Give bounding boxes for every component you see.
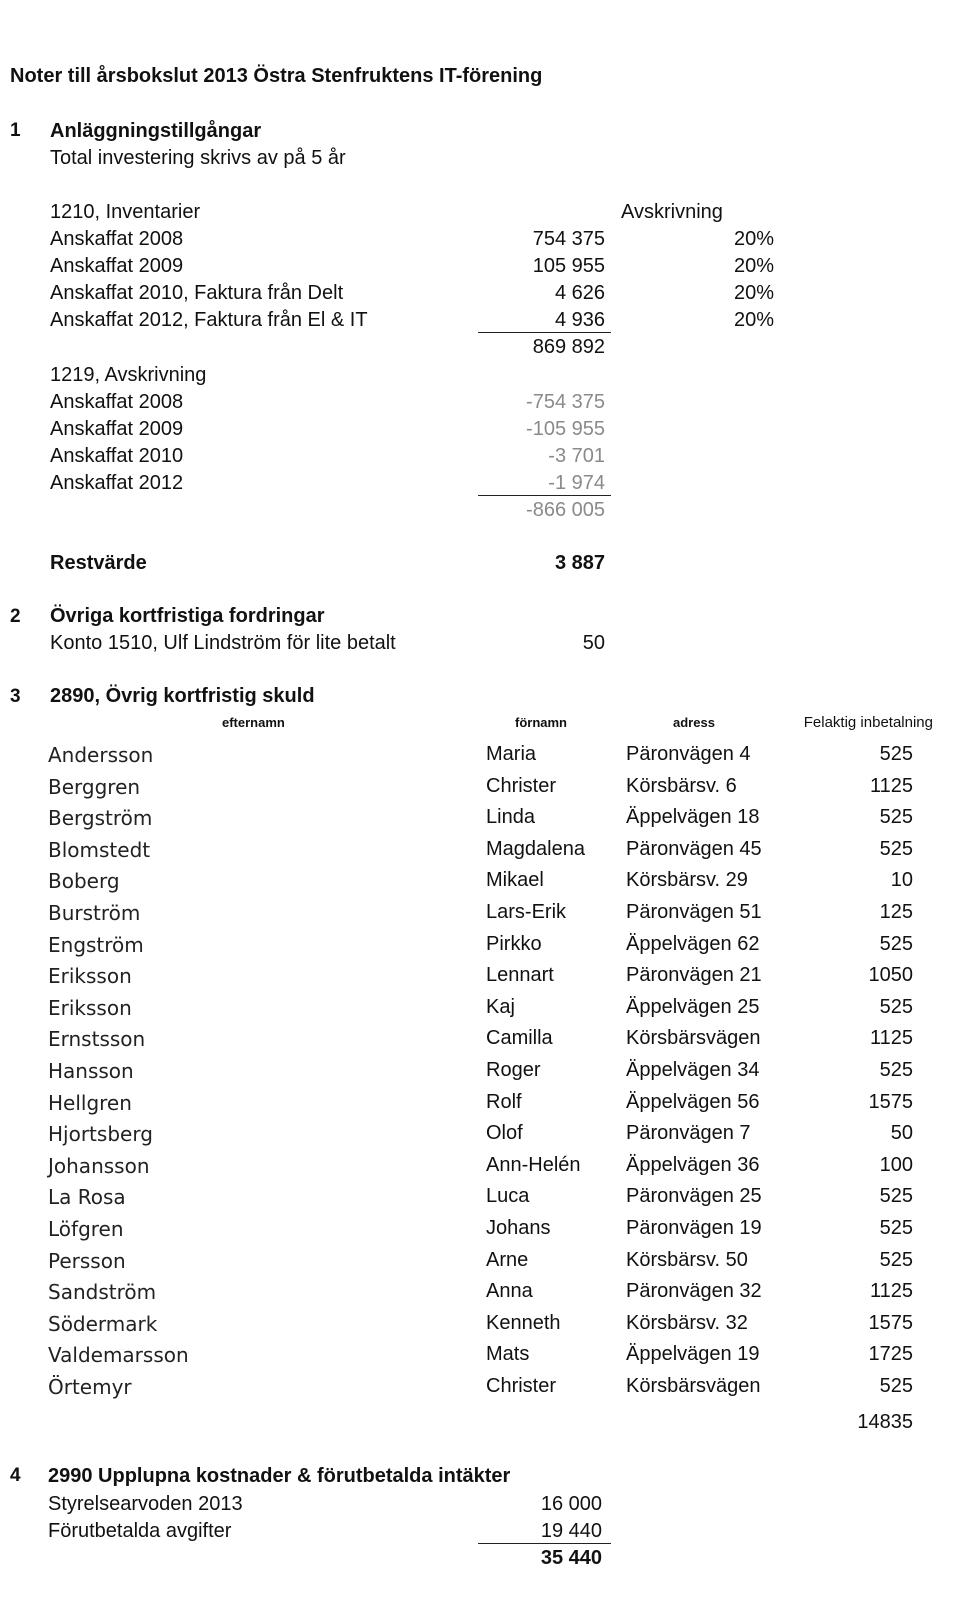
lastname-cell: Löfgren: [48, 1217, 124, 1241]
table-row: [0, 743, 960, 775]
receivable-line-label: Konto 1510, Ulf Lindström för lite betalt: [50, 632, 396, 654]
note-2-number: 2: [10, 606, 21, 627]
table-row: [0, 1375, 960, 1407]
table-row: [0, 1122, 960, 1154]
depreciation-row-amount: -754 375: [526, 391, 605, 413]
depreciation-row-amount: -1 974: [548, 472, 605, 494]
lastname-cell: Eriksson: [48, 995, 132, 1020]
lastname-cell: Eriksson: [48, 964, 132, 989]
lastname-cell: Berggren: [48, 774, 141, 799]
column-header-address: adress: [673, 715, 715, 730]
firstname-cell: Kenneth: [486, 1311, 561, 1334]
note-3-heading: 2890, Övrig kortfristig skuld: [50, 685, 315, 707]
document-title: Noter till årsbokslut 2013 Östra Stenfruktens IT-förening: [10, 65, 543, 87]
amount-cell: 1050: [868, 964, 913, 987]
depreciation-column-header: Avskrivning: [621, 201, 723, 223]
address-cell: Päronvägen 7: [626, 1122, 751, 1145]
table-row: [0, 996, 960, 1028]
firstname-cell: Camilla: [486, 1027, 553, 1050]
amount-cell: 525: [879, 995, 913, 1018]
address-cell: Äppelvägen 19: [626, 1343, 760, 1366]
lastname-cell: Bergström: [48, 806, 153, 831]
inventory-row-rate: 20%: [733, 228, 774, 250]
firstname-cell: Christer: [486, 774, 557, 797]
firstname-cell: Pirkko: [486, 932, 542, 955]
column-header-amount: Felaktig inbetalning: [803, 714, 933, 731]
table-row: [0, 1091, 960, 1123]
amount-cell: 525: [879, 932, 913, 955]
address-cell: Äppelvägen 34: [626, 1059, 760, 1081]
address-cell: Päronvägen 4: [626, 743, 751, 765]
inventory-row-amount: 4 626: [554, 282, 605, 304]
amount-cell: 10: [890, 869, 913, 892]
lastname-cell: Engström: [48, 932, 144, 957]
depreciation-row-amount: -105 955: [526, 418, 605, 440]
firstname-cell: Olof: [486, 1122, 523, 1145]
note-2-heading: Övriga kortfristiga fordringar: [50, 605, 325, 627]
table-row: [0, 964, 960, 996]
address-cell: Äppelvägen 62: [626, 932, 760, 955]
firstname-cell: Lars-Erik: [486, 901, 567, 923]
depreciation-row-label: Anskaffat 2010: [50, 445, 184, 467]
lastname-cell: Sandström: [48, 1280, 157, 1305]
depreciation-sum-rule: [478, 495, 611, 496]
firstname-cell: Luca: [486, 1185, 530, 1208]
firstname-cell: Kaj: [486, 995, 515, 1018]
address-cell: Körsbärsv. 29: [626, 869, 748, 892]
amount-cell: 525: [879, 743, 913, 765]
lastname-cell: Södermark: [48, 1311, 158, 1336]
residual-label: Restvärde: [50, 552, 147, 574]
debt-table-total: 14835: [857, 1411, 913, 1433]
address-cell: Körsbärsv. 32: [626, 1311, 748, 1334]
lastname-cell: Johansson: [48, 1153, 150, 1178]
address-cell: Päronvägen 19: [626, 1217, 762, 1239]
amount-cell: 525: [879, 1217, 913, 1239]
lastname-cell: Örtemyr: [48, 1375, 132, 1399]
inventory-account-label: 1210, Inventarier: [50, 201, 201, 223]
inventory-row-label: Anskaffat 2010, Faktura från Delt: [50, 282, 344, 304]
amount-cell: 1725: [868, 1343, 913, 1366]
table-row: [0, 901, 960, 933]
amount-cell: 525: [879, 1375, 913, 1397]
firstname-cell: Mikael: [486, 869, 544, 892]
firstname-cell: Ann-Helén: [486, 1153, 581, 1176]
address-cell: Körsbärsv. 6: [626, 774, 737, 797]
inventory-row-amount: 754 375: [532, 228, 605, 250]
firstname-cell: Roger: [486, 1059, 541, 1081]
amount-cell: 525: [879, 1059, 913, 1081]
address-cell: Päronvägen 45: [626, 837, 762, 860]
table-row: [0, 1217, 960, 1249]
accrual-row-amount: 16 000: [540, 1493, 602, 1515]
table-row: [0, 1312, 960, 1344]
lastname-cell: Blomstedt: [48, 837, 151, 862]
table-row: [0, 1185, 960, 1217]
amount-cell: 525: [879, 1248, 913, 1271]
firstname-cell: Johans: [486, 1217, 551, 1239]
lastname-cell: Hansson: [48, 1059, 134, 1083]
note-1-heading: Anläggningstillgångar: [50, 120, 262, 142]
amount-cell: 1575: [868, 1311, 913, 1334]
address-cell: Äppelvägen 18: [626, 806, 760, 829]
address-cell: Körsbärsvägen: [626, 1375, 761, 1397]
address-cell: Päronvägen 32: [626, 1280, 762, 1303]
inventory-row-label: Anskaffat 2012, Faktura från El & IT: [50, 309, 368, 331]
note-3-number: 3: [10, 686, 21, 707]
amount-cell: 50: [890, 1122, 913, 1145]
table-row: [0, 1280, 960, 1312]
note-4-heading: 2990 Upplupna kostnader & förutbetalda intäkter: [48, 1465, 511, 1487]
depreciation-account-label: 1219, Avskrivning: [50, 364, 207, 386]
lastname-cell: Boberg: [48, 869, 120, 894]
table-row: [0, 869, 960, 901]
amount-cell: 1575: [868, 1090, 913, 1113]
table-row: [0, 1343, 960, 1375]
note-1-subheading: Total investering skrivs av på 5 år: [50, 147, 346, 169]
address-cell: Äppelvägen 36: [626, 1153, 760, 1176]
depreciation-total: -866 005: [526, 499, 605, 521]
address-cell: Körsbärsvägen: [626, 1027, 761, 1050]
address-cell: Päronvägen 51: [626, 901, 762, 923]
inventory-row-rate: 20%: [733, 309, 774, 331]
depreciation-row-amount: -3 701: [548, 445, 605, 467]
amount-cell: 1125: [869, 1027, 913, 1050]
address-cell: Päronvägen 21: [626, 964, 762, 987]
firstname-cell: Lennart: [486, 964, 554, 987]
inventory-row-rate: 20%: [733, 282, 774, 304]
accrual-row-amount: 19 440: [540, 1520, 602, 1542]
address-cell: Äppelvägen 56: [626, 1090, 760, 1113]
depreciation-row-label: Anskaffat 2012: [50, 472, 184, 494]
inventory-row-label: Anskaffat 2009: [50, 255, 184, 277]
accrual-row-label: Styrelsearvoden 2013: [48, 1493, 243, 1515]
amount-cell: 1125: [869, 774, 913, 797]
firstname-cell: Linda: [486, 806, 535, 829]
firstname-cell: Mats: [486, 1343, 530, 1366]
accrual-row-label: Förutbetalda avgifter: [48, 1520, 232, 1542]
inventory-row-amount: 4 936: [554, 309, 605, 331]
lastname-cell: Burström: [48, 901, 141, 925]
inventory-total: 869 892: [532, 336, 605, 358]
table-row: [0, 1154, 960, 1186]
address-cell: Körsbärsv. 50: [626, 1248, 748, 1271]
depreciation-row-label: Anskaffat 2008: [50, 391, 184, 413]
accrual-sum-rule: [478, 1543, 611, 1544]
residual-value: 3 887: [554, 552, 605, 574]
lastname-cell: Ernstsson: [48, 1027, 146, 1052]
table-row: [0, 806, 960, 838]
inventory-row-amount: 105 955: [532, 255, 605, 277]
inventory-sum-rule: [478, 332, 611, 333]
note-4-number: 4: [10, 1465, 21, 1486]
depreciation-row-label: Anskaffat 2009: [50, 418, 184, 440]
amount-cell: 100: [879, 1153, 913, 1176]
table-row: [0, 775, 960, 807]
table-row: [0, 838, 960, 870]
firstname-cell: Christer: [486, 1375, 557, 1397]
firstname-cell: Maria: [486, 743, 537, 765]
column-header-firstname: förnamn: [515, 715, 567, 730]
lastname-cell: Andersson: [48, 743, 154, 767]
firstname-cell: Magdalena: [486, 837, 585, 860]
firstname-cell: Anna: [486, 1280, 533, 1303]
amount-cell: 525: [879, 1185, 913, 1208]
amount-cell: 525: [879, 806, 913, 829]
amount-cell: 525: [879, 837, 913, 860]
lastname-cell: Valdemarsson: [48, 1343, 189, 1368]
amount-cell: 1125: [869, 1280, 913, 1303]
table-row: [0, 1059, 960, 1091]
lastname-cell: Hellgren: [48, 1090, 132, 1115]
address-cell: Päronvägen 25: [626, 1185, 762, 1208]
column-header-lastname: efternamn: [222, 715, 285, 730]
amount-cell: 125: [879, 901, 913, 923]
table-row: [0, 1027, 960, 1059]
lastname-cell: La Rosa: [48, 1185, 126, 1210]
address-cell: Äppelvägen 25: [626, 995, 760, 1018]
table-row: [0, 933, 960, 965]
firstname-cell: Arne: [486, 1248, 529, 1271]
table-row: [0, 1249, 960, 1281]
note-1-number: 1: [10, 120, 21, 141]
lastname-cell: Persson: [48, 1248, 126, 1273]
receivable-line-amount: 50: [582, 632, 605, 654]
firstname-cell: Rolf: [486, 1090, 522, 1113]
lastname-cell: Hjortsberg: [48, 1122, 153, 1147]
accrual-total: 35 440: [540, 1547, 602, 1569]
inventory-row-rate: 20%: [733, 255, 774, 277]
inventory-row-label: Anskaffat 2008: [50, 228, 184, 250]
